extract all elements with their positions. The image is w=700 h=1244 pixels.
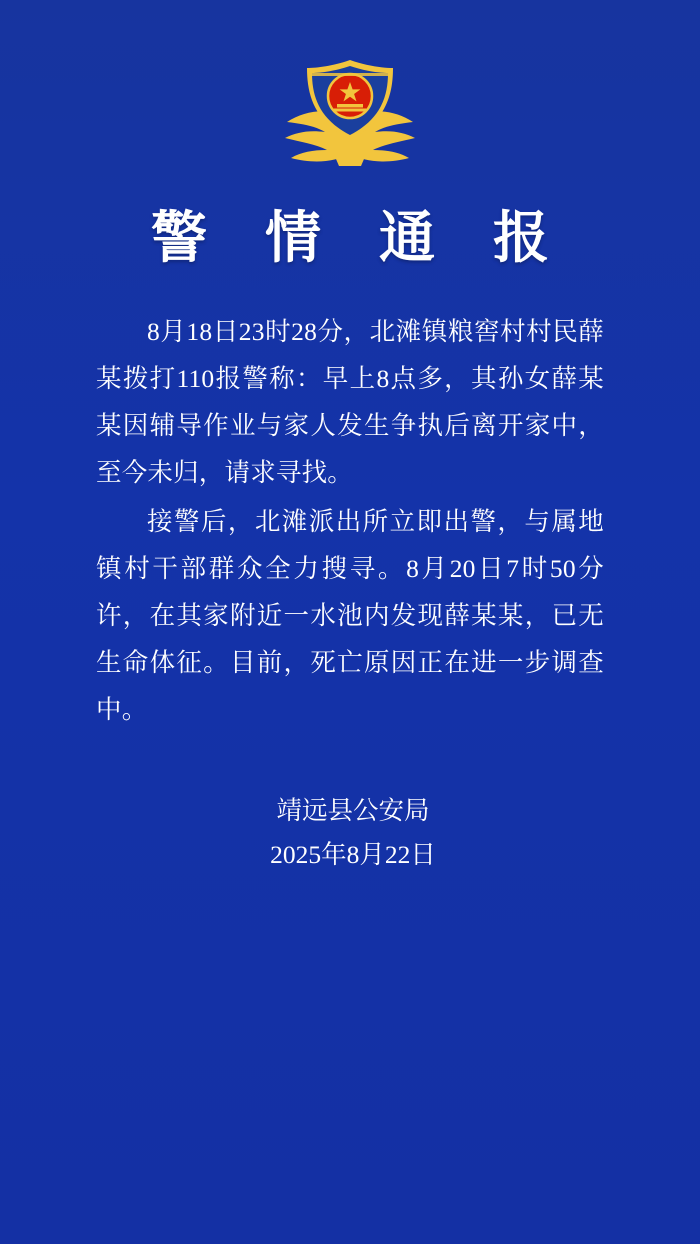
issuer-name: 靖远县公安局 bbox=[276, 796, 430, 825]
notice-paragraph: 接警后，北滩派出所立即出警，与属地镇村干部群众全力搜寻。8月20日7时50分许，在其家附近一水池内发现薛某某，已无生命体征。目前，死亡原因正在进一步调查中。 bbox=[96, 507, 604, 724]
china-police-badge-icon bbox=[275, 52, 425, 172]
page-title: 警 情 通 报 bbox=[151, 208, 571, 270]
notice-body bbox=[96, 308, 604, 733]
emblem-container bbox=[0, 0, 700, 172]
notice-paragraph: 8月18日23时28分，北滩镇粮窖村村民薛某拨打110报警称：早上8点多，其孙女薛某某因辅导作业与家人发生争执后离开家中，至今未归，请求寻找。 bbox=[96, 317, 604, 487]
issue-date: 2025年8月22日 bbox=[270, 840, 436, 869]
signature-block bbox=[96, 789, 604, 877]
